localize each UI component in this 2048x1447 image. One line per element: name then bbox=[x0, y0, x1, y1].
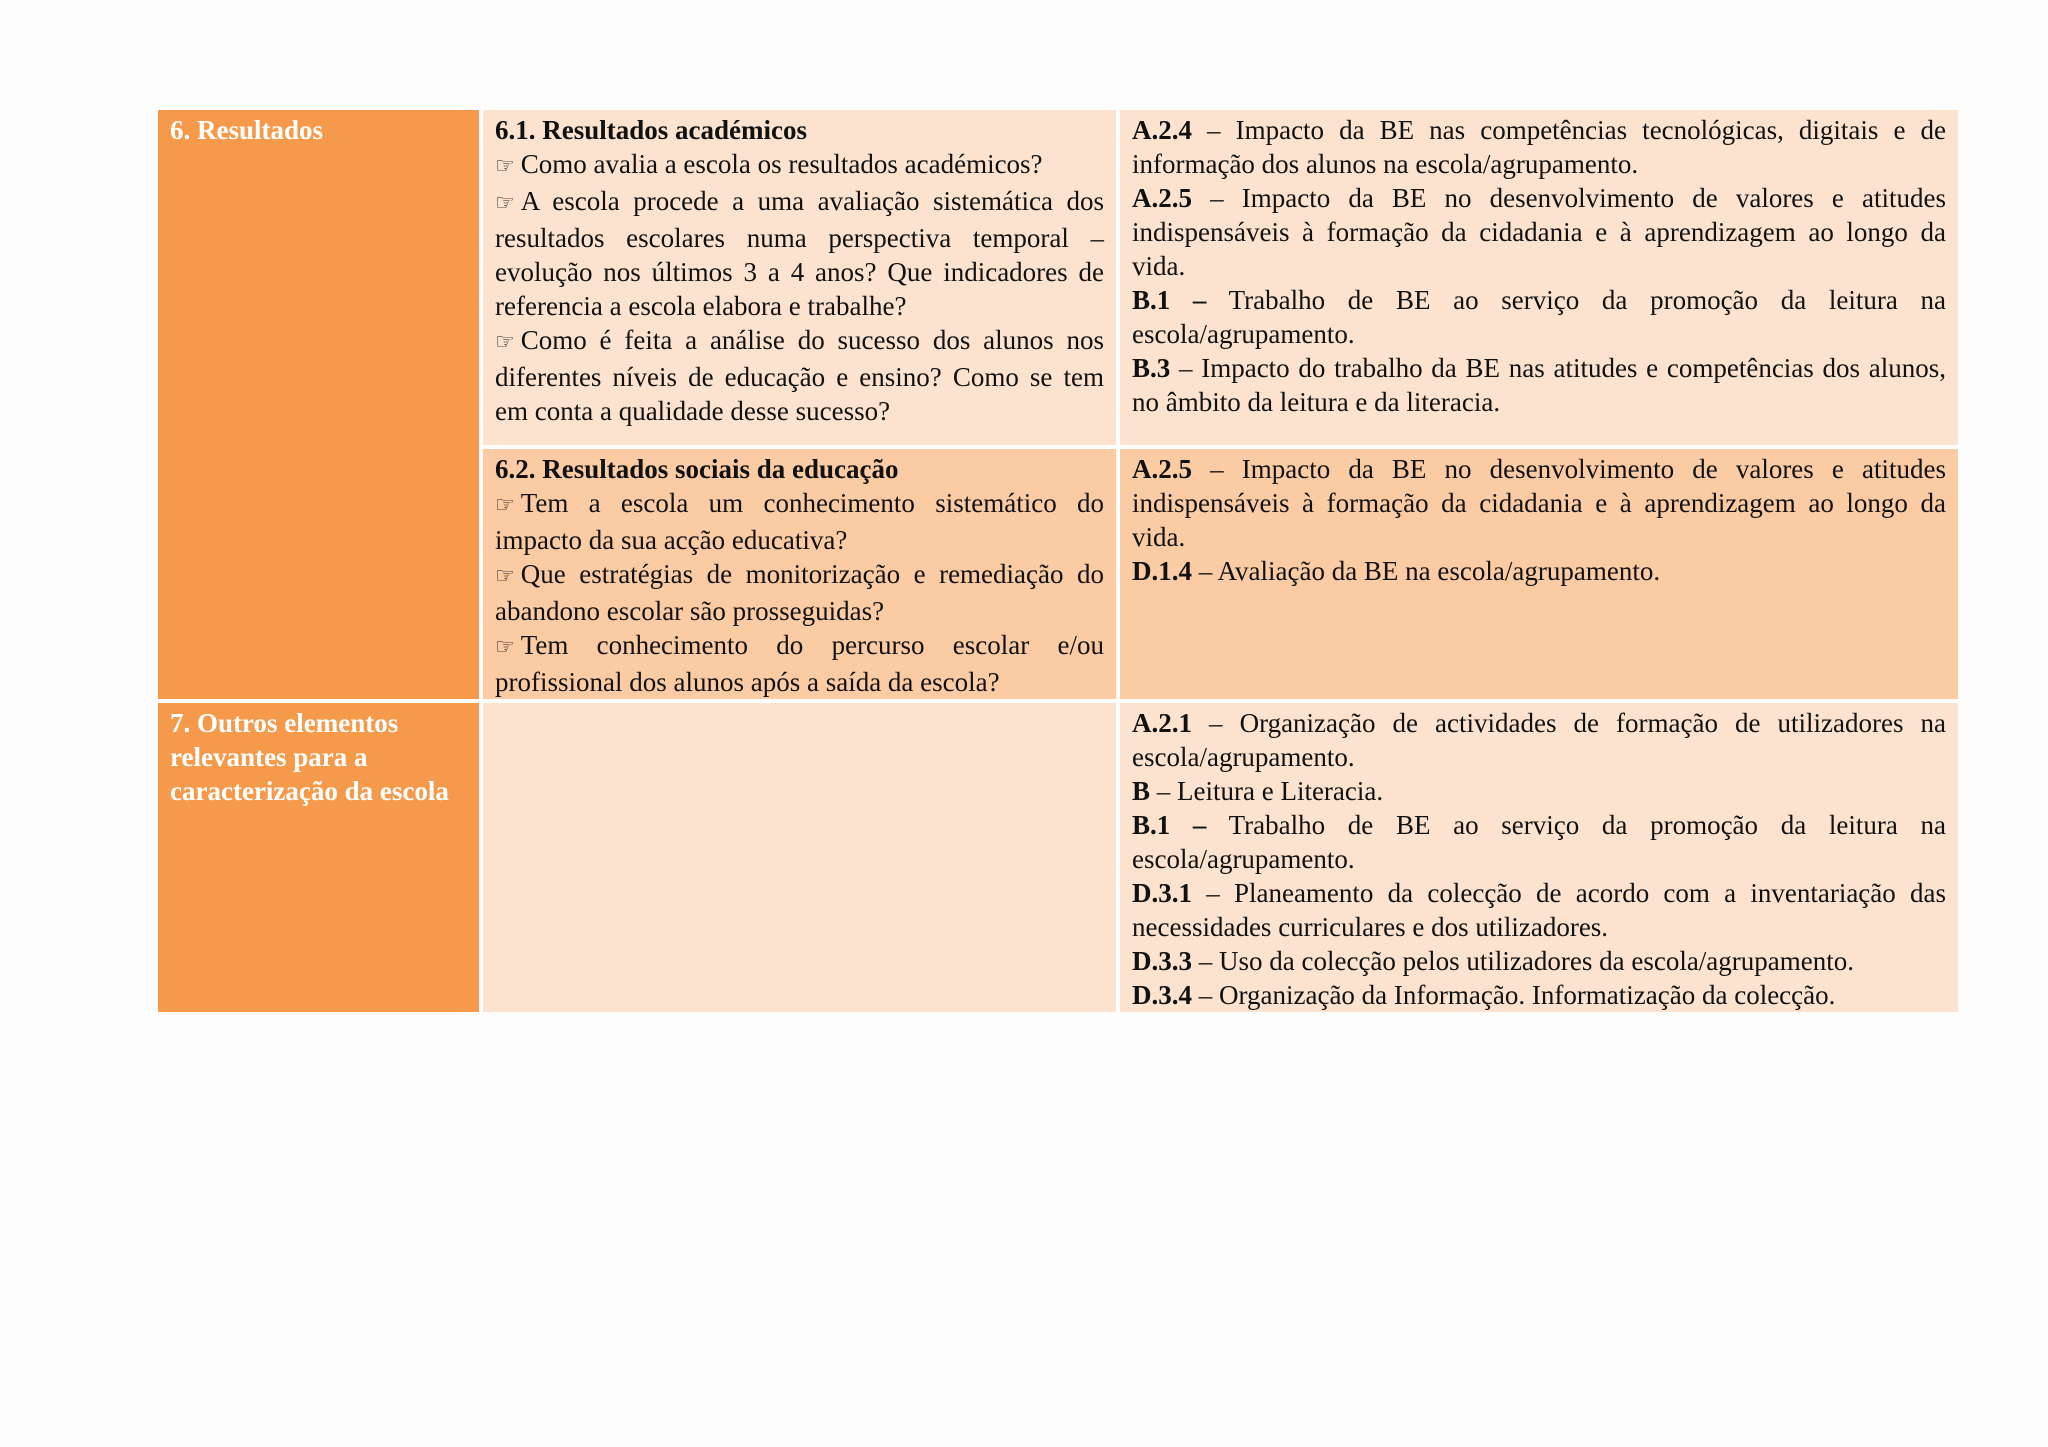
question-item: ☞ Tem a escola um conhecimento sistemático do impacto da sua acção educativa? bbox=[495, 488, 1104, 555]
question-cell bbox=[483, 449, 1116, 699]
question-cell-empty bbox=[483, 703, 1116, 1012]
question-cell bbox=[483, 110, 1116, 445]
pointing-hand-icon: ☞ bbox=[495, 154, 515, 179]
table-row bbox=[158, 110, 1958, 445]
pointing-hand-icon: ☞ bbox=[495, 493, 515, 518]
question-item: ☞ Tem conhecimento do percurso escolar e/ou profissional dos alunos após a saída da escola? bbox=[495, 630, 1104, 697]
question-item: ☞ Que estratégias de monitorização e remediação do abandono escolar são prosseguidas? bbox=[495, 559, 1104, 626]
pointing-hand-icon: ☞ bbox=[495, 191, 515, 216]
question-item: ☞ A escola procede a uma avaliação sistemática dos resultados escolares numa perspectiva temporal – evolução nos últimos 3 a 4 anos? Que indicadores de referencia a escola elabora e trabalhe? bbox=[495, 186, 1104, 321]
indicator-item: B – Leitura e Literacia. bbox=[1132, 776, 1384, 806]
subsection-heading: 6.1. Resultados académicos bbox=[495, 115, 807, 145]
indicator-item: D.3.4 – Organização da Informação. Informatização da colecção. bbox=[1132, 980, 1836, 1010]
question-item: ☞ Como é feita a análise do sucesso dos alunos nos diferentes níveis de educação e ensino? Como se tem em conta a qualidade desse sucesso? bbox=[495, 325, 1104, 426]
pointing-hand-icon: ☞ bbox=[495, 564, 515, 589]
section-label-outros: 7. Outros elementos relevantes para a caracterização da escola bbox=[158, 703, 479, 1012]
indicator-item: A.2.5 – Impacto da BE no desenvolvimento de valores e atitudes indispensáveis à formação da cidadania e à aprendizagem ao longo da vida. bbox=[1132, 454, 1946, 552]
indicator-item: A.2.5 – Impacto da BE no desenvolvimento de valores e atitudes indispensáveis à formação da cidadania e à aprendizagem ao longo da vida. bbox=[1132, 183, 1946, 281]
indicator-item: A.2.4 – Impacto da BE nas competências tecnológicas, digitais e de informação dos alunos na escola/agrupamento. bbox=[1132, 115, 1946, 179]
subsection-heading: 6.2. Resultados sociais da educação bbox=[495, 454, 899, 484]
pointing-hand-icon: ☞ bbox=[495, 635, 515, 660]
table-row bbox=[158, 703, 1958, 1012]
indicators-cell bbox=[1120, 703, 1958, 1012]
indicator-item: B.1 – Trabalho de BE ao serviço da promoção da leitura na escola/agrupamento. bbox=[1132, 810, 1946, 874]
indicator-item: D.3.1 – Planeamento da colecção de acordo com a inventariação das necessidades curriculares e dos utilizadores. bbox=[1132, 878, 1946, 942]
indicator-item: D.1.4 – Avaliação da BE na escola/agrupamento. bbox=[1132, 556, 1661, 586]
pointing-hand-icon: ☞ bbox=[495, 330, 515, 355]
indicator-item: D.3.3 – Uso da colecção pelos utilizadores da escola/agrupamento. bbox=[1132, 946, 1855, 976]
indicator-item: A.2.1 – Organização de actividades de formação de utilizadores na escola/agrupamento. bbox=[1132, 708, 1946, 772]
indicators-cell bbox=[1120, 110, 1958, 445]
evaluation-table bbox=[154, 106, 1962, 1016]
question-item: ☞ Como avalia a escola os resultados académicos? bbox=[495, 149, 1043, 179]
indicators-cell bbox=[1120, 449, 1958, 699]
section-label-resultados: 6. Resultados bbox=[158, 110, 479, 699]
indicator-item: B.1 – Trabalho de BE ao serviço da promoção da leitura na escola/agrupamento. bbox=[1132, 285, 1946, 349]
indicator-item: B.3 – Impacto do trabalho da BE nas atitudes e competências dos alunos, no âmbito da leitura e da literacia. bbox=[1132, 353, 1946, 417]
